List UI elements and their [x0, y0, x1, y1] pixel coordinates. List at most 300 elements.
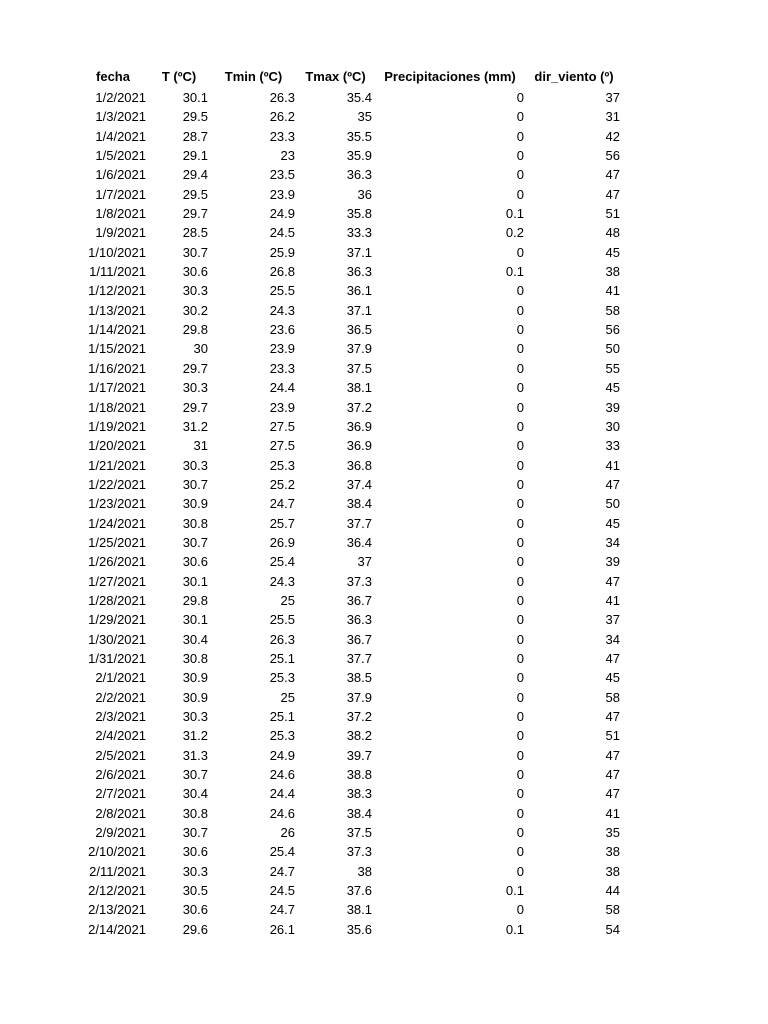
- table-row: [78, 514, 622, 533]
- cell-tmin: 25.3: [269, 728, 295, 744]
- table-row: [78, 398, 622, 417]
- cell-t: 29.7: [182, 399, 208, 415]
- cell-dir-viento: 56: [605, 322, 620, 338]
- cell-tmin: 25: [280, 592, 295, 608]
- cell-precipitaciones: 0: [516, 476, 524, 492]
- cell-tmin: 25.4: [269, 844, 295, 860]
- cell-precipitaciones: 0: [516, 844, 524, 860]
- cell-precipitaciones: 0: [516, 728, 524, 744]
- cell-fecha: 1/12/2021: [88, 283, 146, 299]
- cell-fecha: 1/15/2021: [88, 341, 146, 357]
- cell-fecha: 1/17/2021: [88, 380, 146, 396]
- cell-tmax: 37.2: [346, 399, 372, 415]
- cell-t: 30.1: [182, 90, 208, 105]
- cell-dir-viento: 33: [605, 438, 620, 454]
- cell-fecha: 2/4/2021: [95, 728, 146, 744]
- cell-t: 30: [193, 341, 208, 357]
- table-row: [78, 630, 622, 649]
- table-row: [78, 339, 622, 358]
- cell-tmin: 25.7: [269, 515, 295, 531]
- cell-fecha: 1/10/2021: [88, 244, 146, 260]
- cell-precipitaciones: 0: [516, 244, 524, 260]
- cell-t: 30.7: [182, 825, 208, 841]
- cell-tmin: 26: [280, 825, 295, 841]
- cell-tmin: 25.4: [269, 554, 295, 570]
- cell-fecha: 1/23/2021: [88, 496, 146, 512]
- cell-t: 30.7: [182, 767, 208, 783]
- cell-t: 30.3: [182, 863, 208, 879]
- cell-tmax: 36.3: [346, 167, 372, 183]
- cell-fecha: 1/20/2021: [88, 438, 146, 454]
- table-row: [78, 804, 622, 823]
- table-row: [78, 107, 622, 126]
- cell-tmax: 38.8: [346, 767, 372, 783]
- cell-tmax: 36.7: [346, 631, 372, 647]
- cell-fecha: 2/6/2021: [95, 767, 146, 783]
- cell-precipitaciones: 0: [516, 709, 524, 724]
- cell-precipitaciones: 0: [516, 515, 524, 531]
- cell-tmin: 26.3: [269, 631, 295, 647]
- table-row: [78, 900, 622, 919]
- cell-tmax: 38.3: [346, 786, 372, 802]
- cell-dir-viento: 47: [605, 650, 620, 666]
- cell-tmin: 27.5: [269, 438, 295, 454]
- cell-precipitaciones: 0: [516, 689, 524, 705]
- table-row: [78, 707, 622, 726]
- cell-tmax: 37.3: [346, 573, 372, 589]
- cell-dir-viento: 35: [605, 825, 620, 841]
- cell-fecha: 1/2/2021: [95, 90, 146, 105]
- cell-tmax: 36.9: [346, 418, 372, 434]
- cell-dir-viento: 42: [605, 128, 620, 144]
- cell-t: 29.4: [182, 167, 208, 183]
- cell-dir-viento: 39: [605, 399, 620, 415]
- cell-precipitaciones: 0: [516, 534, 524, 550]
- table-row: [78, 359, 622, 378]
- table-row: [78, 552, 622, 571]
- cell-tmin: 23.9: [269, 341, 295, 357]
- cell-dir-viento: 54: [605, 921, 620, 937]
- cell-fecha: 2/14/2021: [88, 921, 146, 937]
- cell-tmin: 25.5: [269, 612, 295, 628]
- table-row: [78, 146, 622, 165]
- cell-t: 30.5: [182, 883, 208, 899]
- table-row: [78, 320, 622, 339]
- cell-tmin: 26.8: [269, 264, 295, 280]
- cell-tmax: 35.8: [346, 206, 372, 222]
- table-row: [78, 688, 622, 707]
- table-row: [78, 784, 622, 803]
- cell-precipitaciones: 0: [516, 148, 524, 164]
- cell-precipitaciones: 0: [516, 786, 524, 802]
- cell-fecha: 1/9/2021: [95, 225, 146, 241]
- cell-tmax: 37.9: [346, 689, 372, 705]
- cell-tmax: 38.2: [346, 728, 372, 744]
- header-precipitaciones: Precipitaciones (mm): [384, 69, 516, 84]
- cell-fecha: 1/13/2021: [88, 302, 146, 318]
- cell-tmax: 36.3: [346, 264, 372, 280]
- cell-tmin: 27.5: [269, 418, 295, 434]
- cell-dir-viento: 58: [605, 902, 620, 918]
- table-row: [78, 436, 622, 455]
- cell-precipitaciones: 0.1: [505, 883, 524, 899]
- cell-dir-viento: 47: [605, 747, 620, 763]
- cell-precipitaciones: 0: [516, 902, 524, 918]
- cell-t: 30.7: [182, 244, 208, 260]
- header-dir-viento: dir_viento (º): [534, 69, 614, 84]
- table-row: [78, 765, 622, 784]
- cell-precipitaciones: 0: [516, 863, 524, 879]
- cell-dir-viento: 58: [605, 689, 620, 705]
- cell-tmax: 37.1: [346, 244, 372, 260]
- table-row: [78, 920, 622, 939]
- cell-tmax: 35.6: [346, 921, 372, 937]
- cell-dir-viento: 47: [605, 186, 620, 202]
- cell-precipitaciones: 0.2: [505, 225, 524, 241]
- cell-dir-viento: 41: [605, 457, 620, 473]
- cell-dir-viento: 37: [605, 90, 620, 105]
- cell-tmax: 35: [357, 109, 372, 125]
- table-row: [78, 417, 622, 436]
- cell-fecha: 1/7/2021: [95, 186, 146, 202]
- table-row: [78, 746, 622, 765]
- cell-precipitaciones: 0: [516, 612, 524, 628]
- cell-precipitaciones: 0: [516, 747, 524, 763]
- cell-fecha: 2/7/2021: [95, 786, 146, 802]
- cell-tmin: 24.9: [269, 206, 295, 222]
- cell-fecha: 1/14/2021: [88, 322, 146, 338]
- cell-tmax: 36.1: [346, 283, 372, 299]
- table-row: [78, 494, 622, 513]
- table-row: [78, 862, 622, 881]
- cell-tmax: 38.1: [346, 902, 372, 918]
- cell-t: 29.8: [182, 592, 208, 608]
- cell-fecha: 1/29/2021: [88, 612, 146, 628]
- table-body: [78, 88, 622, 939]
- cell-tmin: 26.1: [269, 921, 295, 937]
- cell-tmax: 36.4: [346, 534, 372, 550]
- cell-precipitaciones: 0: [516, 767, 524, 783]
- cell-precipitaciones: 0: [516, 341, 524, 357]
- cell-dir-viento: 50: [605, 496, 620, 512]
- cell-precipitaciones: 0: [516, 650, 524, 666]
- cell-tmin: 25.1: [269, 709, 295, 724]
- header-t: T (ºC): [161, 69, 197, 84]
- cell-fecha: 2/2/2021: [95, 689, 146, 705]
- cell-fecha: 2/1/2021: [95, 670, 146, 686]
- cell-precipitaciones: 0: [516, 631, 524, 647]
- cell-dir-viento: 51: [605, 728, 620, 744]
- cell-tmin: 24.5: [269, 225, 295, 241]
- table-row: [78, 475, 622, 494]
- cell-t: 30.2: [182, 302, 208, 318]
- cell-precipitaciones: 0: [516, 670, 524, 686]
- cell-tmax: 33.3: [346, 225, 372, 241]
- cell-t: 30.7: [182, 476, 208, 492]
- cell-fecha: 1/4/2021: [95, 128, 146, 144]
- cell-dir-viento: 45: [605, 670, 620, 686]
- cell-precipitaciones: 0: [516, 825, 524, 841]
- table-row: [78, 823, 622, 842]
- table-row: [78, 456, 622, 475]
- header-tmin: Tmin (ºC): [224, 69, 283, 84]
- cell-t: 30.1: [182, 612, 208, 628]
- cell-tmax: 38.5: [346, 670, 372, 686]
- cell-precipitaciones: 0: [516, 90, 524, 105]
- cell-fecha: 1/26/2021: [88, 554, 146, 570]
- cell-tmin: 23.6: [269, 322, 295, 338]
- table-row: [78, 881, 622, 900]
- cell-precipitaciones: 0: [516, 457, 524, 473]
- cell-tmax: 38: [357, 863, 372, 879]
- table-row: [78, 591, 622, 610]
- table-row: [78, 726, 622, 745]
- cell-precipitaciones: 0: [516, 805, 524, 821]
- cell-precipitaciones: 0: [516, 186, 524, 202]
- cell-t: 30.3: [182, 709, 208, 724]
- table-row: [78, 204, 622, 223]
- cell-precipitaciones: 0: [516, 167, 524, 183]
- cell-fecha: 2/13/2021: [88, 902, 146, 918]
- table-row: [78, 165, 622, 184]
- cell-tmin: 24.7: [269, 902, 295, 918]
- cell-tmin: 26.3: [269, 90, 295, 105]
- cell-dir-viento: 55: [605, 360, 620, 376]
- cell-dir-viento: 47: [605, 709, 620, 724]
- cell-precipitaciones: 0: [516, 496, 524, 512]
- cell-fecha: 1/8/2021: [95, 206, 146, 222]
- cell-dir-viento: 48: [605, 225, 620, 241]
- cell-dir-viento: 51: [605, 206, 620, 222]
- cell-fecha: 2/5/2021: [95, 747, 146, 763]
- cell-t: 30.8: [182, 805, 208, 821]
- cell-fecha: 2/12/2021: [88, 883, 146, 899]
- cell-precipitaciones: 0: [516, 592, 524, 608]
- table-row: [78, 281, 622, 300]
- table-row: [78, 842, 622, 861]
- cell-dir-viento: 56: [605, 148, 620, 164]
- cell-dir-viento: 34: [605, 534, 620, 550]
- cell-dir-viento: 45: [605, 380, 620, 396]
- cell-dir-viento: 44: [605, 883, 620, 899]
- cell-precipitaciones: 0: [516, 283, 524, 299]
- cell-t: 30.7: [182, 534, 208, 550]
- table-row: [78, 88, 622, 107]
- cell-tmin: 24.6: [269, 767, 295, 783]
- cell-fecha: 1/16/2021: [88, 360, 146, 376]
- cell-fecha: 1/6/2021: [95, 167, 146, 183]
- cell-tmax: 39.7: [346, 747, 372, 763]
- cell-fecha: 1/22/2021: [88, 476, 146, 492]
- cell-dir-viento: 45: [605, 244, 620, 260]
- cell-dir-viento: 37: [605, 612, 620, 628]
- cell-precipitaciones: 0: [516, 573, 524, 589]
- cell-fecha: 1/28/2021: [88, 592, 146, 608]
- cell-t: 29.7: [182, 360, 208, 376]
- cell-tmin: 24.4: [269, 380, 295, 396]
- cell-tmax: 37.1: [346, 302, 372, 318]
- cell-precipitaciones: 0: [516, 128, 524, 144]
- cell-precipitaciones: 0.1: [505, 264, 524, 280]
- table-row: [78, 127, 622, 146]
- cell-t: 31.3: [182, 747, 208, 763]
- cell-tmin: 23.3: [269, 360, 295, 376]
- cell-t: 31.2: [182, 418, 208, 434]
- cell-tmax: 35.5: [346, 128, 372, 144]
- cell-t: 31: [193, 438, 208, 454]
- cell-dir-viento: 47: [605, 573, 620, 589]
- cell-tmin: 23: [280, 148, 295, 164]
- cell-dir-viento: 47: [605, 167, 620, 183]
- cell-t: 30.8: [182, 650, 208, 666]
- cell-t: 28.5: [182, 225, 208, 241]
- cell-precipitaciones: 0: [516, 322, 524, 338]
- cell-tmax: 35.4: [346, 90, 372, 105]
- cell-precipitaciones: 0: [516, 399, 524, 415]
- cell-tmin: 26.9: [269, 534, 295, 550]
- cell-fecha: 1/19/2021: [88, 418, 146, 434]
- cell-dir-viento: 58: [605, 302, 620, 318]
- cell-t: 29.1: [182, 148, 208, 164]
- cell-tmin: 23.9: [269, 186, 295, 202]
- cell-t: 29.5: [182, 109, 208, 125]
- cell-t: 31.2: [182, 728, 208, 744]
- cell-tmax: 36.8: [346, 457, 372, 473]
- cell-fecha: 1/3/2021: [95, 109, 146, 125]
- cell-fecha: 1/11/2021: [89, 264, 146, 280]
- cell-tmax: 37: [357, 554, 372, 570]
- cell-t: 29.6: [182, 921, 208, 937]
- cell-tmin: 25.3: [269, 670, 295, 686]
- cell-t: 30.9: [182, 689, 208, 705]
- cell-dir-viento: 39: [605, 554, 620, 570]
- cell-dir-viento: 50: [605, 341, 620, 357]
- cell-tmax: 37.3: [346, 844, 372, 860]
- cell-tmin: 24.3: [269, 302, 295, 318]
- cell-tmax: 37.2: [346, 709, 372, 724]
- cell-tmax: 37.4: [346, 476, 372, 492]
- cell-tmin: 24.9: [269, 747, 295, 763]
- header-tmax: Tmax (ºC): [305, 69, 366, 84]
- cell-dir-viento: 41: [605, 283, 620, 299]
- cell-dir-viento: 38: [605, 844, 620, 860]
- cell-t: 30.3: [182, 380, 208, 396]
- cell-tmax: 36: [357, 186, 372, 202]
- cell-tmax: 38.4: [346, 805, 372, 821]
- cell-fecha: 2/11/2021: [89, 863, 146, 879]
- cell-tmax: 35.9: [346, 148, 372, 164]
- cell-tmax: 36.3: [346, 612, 372, 628]
- cell-tmin: 26.2: [269, 109, 295, 125]
- cell-t: 30.8: [182, 515, 208, 531]
- table-row: [78, 185, 622, 204]
- cell-fecha: 1/21/2021: [88, 457, 146, 473]
- cell-precipitaciones: 0: [516, 302, 524, 318]
- cell-tmin: 24.7: [269, 863, 295, 879]
- cell-tmax: 37.9: [346, 341, 372, 357]
- cell-fecha: 2/3/2021: [95, 709, 146, 724]
- cell-t: 30.6: [182, 264, 208, 280]
- cell-fecha: 2/9/2021: [95, 825, 146, 841]
- cell-fecha: 1/30/2021: [88, 631, 146, 647]
- cell-dir-viento: 45: [605, 515, 620, 531]
- cell-tmin: 25.5: [269, 283, 295, 299]
- cell-fecha: 1/18/2021: [88, 399, 146, 415]
- cell-dir-viento: 41: [605, 805, 620, 821]
- cell-tmax: 37.7: [346, 515, 372, 531]
- cell-tmax: 36.9: [346, 438, 372, 454]
- cell-tmax: 37.6: [346, 883, 372, 899]
- cell-dir-viento: 47: [605, 476, 620, 492]
- cell-fecha: 1/24/2021: [88, 515, 146, 531]
- cell-tmin: 25: [280, 689, 295, 705]
- cell-t: 30.4: [182, 786, 208, 802]
- cell-precipitaciones: 0: [516, 418, 524, 434]
- cell-tmin: 23.5: [269, 167, 295, 183]
- table-row: [78, 610, 622, 629]
- cell-tmin: 24.5: [269, 883, 295, 899]
- cell-t: 30.3: [182, 457, 208, 473]
- cell-dir-viento: 34: [605, 631, 620, 647]
- header-row: [78, 66, 622, 88]
- cell-t: 30.4: [182, 631, 208, 647]
- cell-tmax: 36.7: [346, 592, 372, 608]
- cell-tmax: 38.1: [346, 380, 372, 396]
- cell-tmin: 24.7: [269, 496, 295, 512]
- table-row: [78, 262, 622, 281]
- cell-tmax: 38.4: [346, 496, 372, 512]
- cell-tmin: 24.6: [269, 805, 295, 821]
- cell-precipitaciones: 0: [516, 438, 524, 454]
- cell-precipitaciones: 0: [516, 109, 524, 125]
- cell-precipitaciones: 0: [516, 380, 524, 396]
- cell-t: 28.7: [182, 128, 208, 144]
- cell-precipitaciones: 0.1: [505, 206, 524, 222]
- cell-fecha: 2/8/2021: [95, 805, 146, 821]
- cell-t: 30.3: [182, 283, 208, 299]
- cell-tmin: 25.2: [269, 476, 295, 492]
- cell-t: 29.5: [182, 186, 208, 202]
- cell-t: 30.6: [182, 554, 208, 570]
- cell-tmax: 36.5: [346, 322, 372, 338]
- cell-tmax: 37.5: [346, 825, 372, 841]
- weather-data-table: [78, 66, 622, 939]
- table-row: [78, 301, 622, 320]
- cell-tmin: 25.9: [269, 244, 295, 260]
- cell-t: 29.8: [182, 322, 208, 338]
- cell-dir-viento: 38: [605, 863, 620, 879]
- cell-tmin: 24.4: [269, 786, 295, 802]
- cell-tmax: 37.5: [346, 360, 372, 376]
- table-row: [78, 668, 622, 687]
- cell-t: 29.7: [182, 206, 208, 222]
- cell-fecha: 1/31/2021: [88, 650, 146, 666]
- cell-precipitaciones: 0.1: [505, 921, 524, 937]
- cell-fecha: 1/25/2021: [88, 534, 146, 550]
- cell-tmin: 25.1: [269, 650, 295, 666]
- cell-fecha: 1/5/2021: [95, 148, 146, 164]
- table-row: [78, 223, 622, 242]
- cell-t: 30.1: [182, 573, 208, 589]
- table-row: [78, 243, 622, 262]
- cell-dir-viento: 41: [605, 592, 620, 608]
- cell-t: 30.6: [182, 844, 208, 860]
- table-row: [78, 572, 622, 591]
- cell-tmin: 25.3: [269, 457, 295, 473]
- cell-dir-viento: 47: [605, 767, 620, 783]
- cell-fecha: 2/10/2021: [88, 844, 146, 860]
- cell-tmin: 23.9: [269, 399, 295, 415]
